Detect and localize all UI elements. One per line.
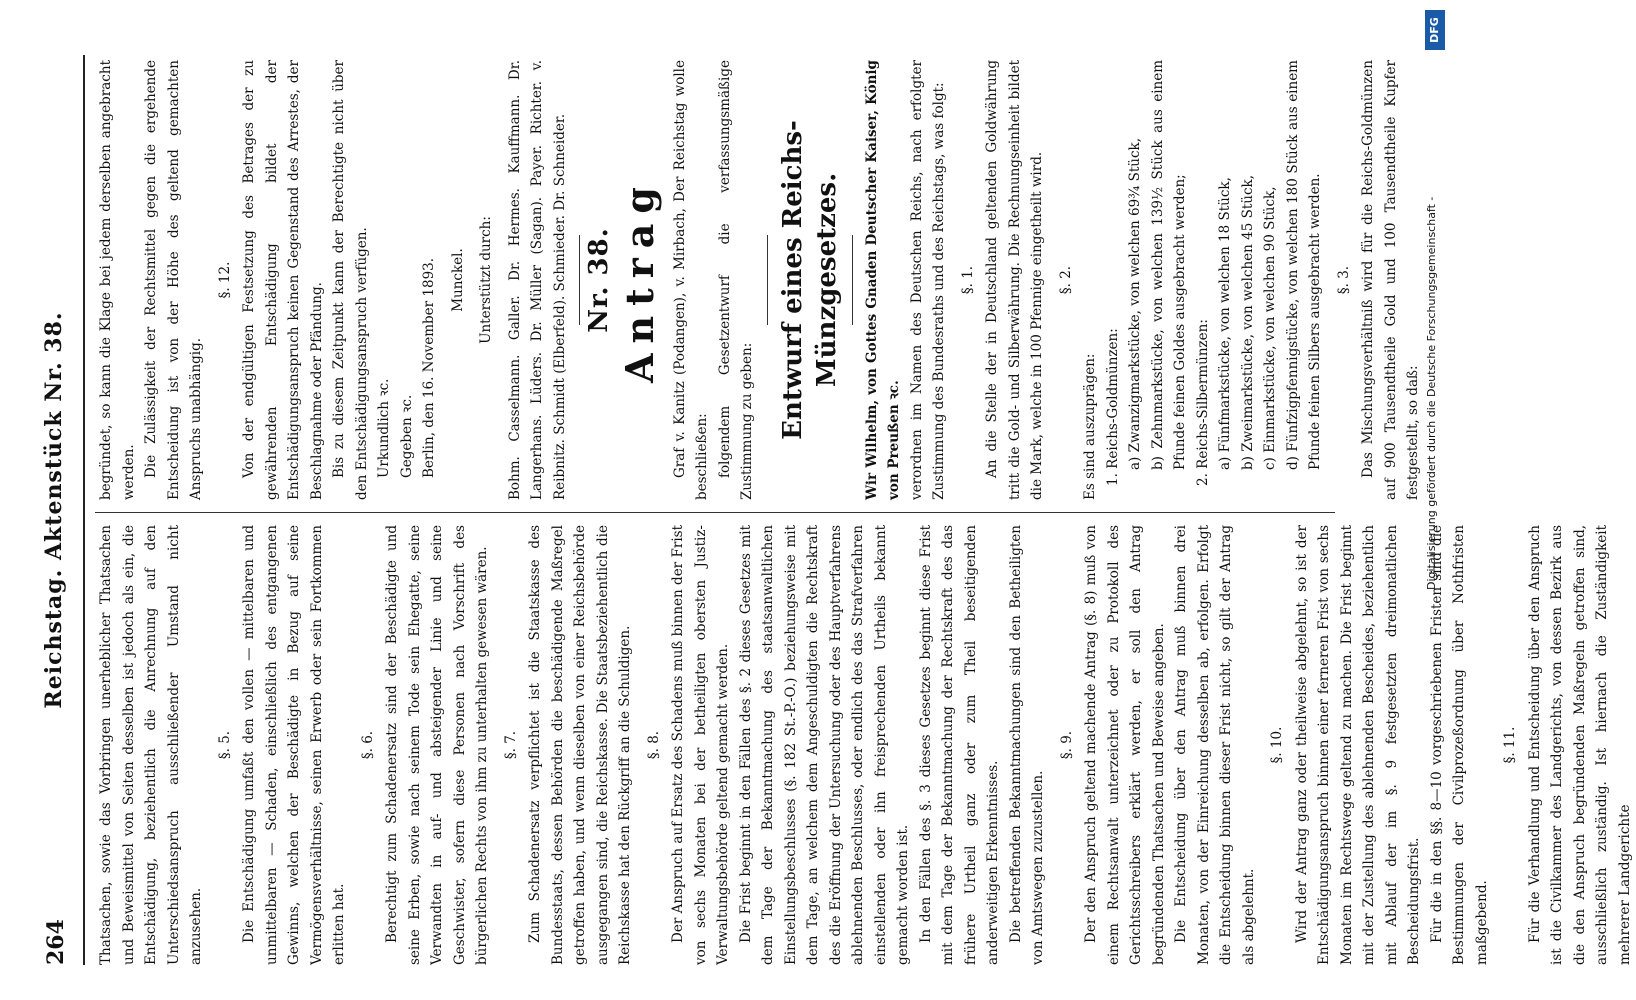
section-heading: §. 10.	[1269, 726, 1285, 764]
paragraph: Das Mischungsverhältniß wird für die Reichs-Goldmünzen auf 900 Tausendtheile Gold und 100 Tausendtheile Kupfer festgestellt, so daß:	[1360, 60, 1421, 500]
dfg-logo: DFG	[1425, 10, 1445, 50]
paragraph: Der Anspruch auf Ersatz des Schadens muß binnen der Frist von sechs Monaten bei der betheiligten obersten Justiz-Verwaltungsbehörde geltend gemacht werden.	[670, 525, 731, 965]
paragraph: Für die in den §§. 8—10 vorgeschriebenen Fristen sind die Bestimmungen der Civilprozeßordnung über Nothfristen maßgebend.	[1428, 525, 1490, 965]
section-heading: §. 8.	[645, 730, 662, 760]
section-heading: §. 11.	[1502, 726, 1518, 764]
paragraph: Die betreffenden Bekanntmachungen sind den Betheiligten von Amtswegen zuzustellen.	[1007, 525, 1046, 965]
header-rule	[83, 55, 85, 965]
list-item: 1. Reichs-Goldmünzen:	[1104, 328, 1121, 486]
divider	[767, 235, 768, 325]
running-title: Reichstag. Aktenstück Nr. 38.	[41, 311, 67, 709]
paragraph: Die Zulässigkeit der Rechtsmittel gegen die ergehende Entscheidung ist von der Höhe des geltend gemachten Anspruchs unabhängig.	[143, 60, 204, 500]
supporters-list: Bohm. Casselmann. Galler. Dr. Hermes. Kauffmann. Dr. Langerhans. Lüders. Dr. Müller (Sagan). Payer. Richter. v. Reibnitz. Schmidt (Elberfeld). Schmieder. Dr. Schneider.	[506, 60, 568, 500]
antrag-title: Antrag	[616, 177, 662, 383]
paragraph: Wird der Antrag ganz oder theilweise abgelehnt, so ist der Entschädigungsanspruch binnen einer ferneren Frist von sechs Monaten im Rechtswege geltend zu machen. Die Frist beginnt mit der Zustellung des ablehnenden Bescheides, beziehentlich mit Ablauf der im §. 9 festgesetzten dreimonatlichen Bescheidungsfrist.	[1293, 525, 1422, 965]
paragraph: verordnen im Namen des Deutschen Reichs, nach erfolgter Zustimmung des Bundesraths und des Reichstags, was folgt:	[908, 60, 947, 500]
section-heading: §. 6.	[359, 730, 376, 760]
paragraph: Die Entscheidung über den Antrag muß binnen drei Monaten, von der Einreichung desselben ab, erfolgen. Erfolgt die Entscheidung binnen dieser Frist nicht, so gilt der Antrag als abgelehnt.	[1173, 525, 1257, 965]
paragraph: Bis zu diesem Zeitpunkt kann der Berechtigte nicht über den Entschädigungsanspruch verfügen.	[331, 60, 370, 500]
page-number: 264	[43, 919, 69, 965]
list-item: a) Zwanzigmarkstücke, von welchen 69¾ Stück,	[1127, 138, 1143, 470]
list-item: c) Einmarkstücke, von welchen 90 Stück,	[1262, 186, 1278, 470]
paragraph: Der den Anspruch geltend machende Antrag (§. 8) muß von einem Rechtsanwalt unterzeichnet oder zu Protokoll des Gerichtsschreibers erklärt werden, er soll den Antrag begründenden Thatsachen und Beweise angeben.	[1083, 525, 1167, 965]
paragraph: Die Entschädigung umfaßt den vollen — mittelbaren und unmittelbaren — Schaden, einschließlich des entgangenen Gewinns, welchen der Beschädigte in Bezug auf seine Vermögensverhältnisse, seinen Erwerb oder sein Fortkommen erlitten hat.	[241, 525, 347, 965]
list-item: a) Fünfmarkstücke, von welchen 18 Stück,	[1217, 177, 1233, 470]
section-heading: §. 7.	[502, 730, 519, 760]
support-label: Unterstützt durch:	[478, 216, 494, 344]
funding-note	[1407, 10, 1441, 990]
paragraph: Berechtigt zum Schadenersatz sind der Beschädigte und seine Erben, sowie nach seinem Tode sein Ehegatte, seine Verwandten in auf- und absteigender Linie und seine Geschwister, sofern diese Personen nach Vorschrift des bürgerlichen Rechts von ihm zu unterhalten gewesen wären.	[384, 525, 490, 965]
paragraph: In den Fällen des §. 3 dieses Gesetzes beginnt diese Frist mit dem Tage der Bekanntmachung der Rechtskraft des das frühere Urtheil ganz oder zum Theil beseitigenden anderweitigen Erkenntnisses.	[917, 525, 1001, 965]
paragraph: Für die Verhandlung und Entscheidung über den Anspruch ist die Civilkammer des Landgerichts, von dessen Bezirk aus die den Anspruch begründenden Maßregeln getroffen sind, ausschließlich zuständig. Ist hiernach die Zuständigkeit mehrerer Landgerichte	[1526, 525, 1633, 965]
divider	[579, 235, 580, 325]
section-heading: §. 1.	[959, 265, 976, 295]
closing-line: Gegeben ꝛc.	[398, 394, 415, 478]
funding-text: Digitalisierung gefördert durch die Deutsche Forschungsgemeinschaft -	[1425, 196, 1438, 590]
section-heading: §. 12.	[216, 261, 233, 299]
list-item: b) Zehnmarkstücke, von welchen 139½ Stück aus einem Pfunde feinen Goldes ausgebracht werden;	[1149, 60, 1188, 470]
paragraph: Von der endgültigen Festsetzung des Betrages der zu gewährenden Entschädigung bildet der Entschädigungsanspruch keinen Gegenstand des Arrestes, der Beschlagnahme oder Pfändung.	[241, 60, 325, 500]
paragraph: Thatsachen, sowie das Vorbringen unerheblicher Thatsachen und Beweismittel von Seiten desselben ist jedoch als ein, die Entschädigung, beziehentlich die Anrechnung auf den Unterschiedsanspruch ausschließender Umstand nicht anzusehen.	[98, 525, 204, 965]
section-heading: §. 3.	[1335, 265, 1352, 295]
list-item: 2. Reichs-Silbermünzen:	[1194, 319, 1211, 486]
signer: Munckel.	[449, 248, 466, 312]
paragraph: folgendem Gesetzentwurf die verfassungsmäßige Zustimmung zu geben:	[716, 60, 755, 500]
paragraph: Die Frist beginnt in den Fällen des §. 2 dieses Gesetzes mit dem Tage der Bekanntmachung des staatsanwaltlichen Einstellungsbeschlusses (§. 182 St.-P.-O.) beziehungsweise mit dem Tage, an welchem dem Angeschuldigten die Rechtskraft des die Eröffnung der Untersuchung oder des Hauptverfahrens ablehnenden Beschlusses, oder endlich des das Strafverfahren einstellenden oder ihn freisprechenden Urtheils bekannt gemacht worden ist.	[737, 525, 911, 965]
section-heading: §. 9.	[1058, 730, 1075, 760]
section-heading: §. 5.	[216, 730, 233, 760]
left-column	[95, 525, 1636, 965]
paragraph: Zum Schadenersatz verpflichtet ist die Staatskasse des Bundesstaats, dessen Behörden die beschädigende Maßregel getroffen haben, und wenn dieselben von einer Reichsbehörde ausgegangen sind, die Reichskasse. Die Staatsbeziehentlich die Reichskasse hat den Rückgriff an die Schuldigen.	[527, 525, 633, 965]
document-number: Nr. 38.	[584, 227, 614, 333]
column-divider	[95, 512, 1335, 513]
right-column	[95, 60, 1425, 500]
divider	[852, 235, 853, 325]
paragraph: begründet, so kann die Klage bei jedem derselben angebracht werden.	[98, 60, 137, 500]
list-item: b) Zweimarkstücke, von welchen 45 Stück,	[1239, 175, 1256, 470]
paragraph: An die Stelle der in Deutschland geltenden Goldwährung tritt die Gold- und Silberwährung. Die Rechnungseinheit bildet die Mark, welche in 100 Pfennige eingetheilt wird.	[984, 60, 1045, 500]
draft-title: Entwurf eines Reichs-Münzgesetzes.	[777, 120, 842, 440]
preamble-heading: Wir Wilhelm, von Gottes Gnaden Deutscher Kaiser, König von Preußen ꝛc.	[863, 60, 902, 500]
page-header	[37, 55, 77, 965]
list-item: d) Fünfzigpfennigstücke, von welchen 180 Stück aus einem Pfunde feinen Silbers ausgebracht werden.	[1284, 60, 1323, 470]
paragraph: Es sind auszuprägen:	[1082, 353, 1098, 500]
paragraph: Graf v. Kanitz (Podangen), v. Mirbach, Der Reichstag wolle beschließen:	[671, 60, 710, 500]
closing-line: Urkundlich ꝛc.	[376, 378, 392, 478]
section-heading: §. 2.	[1057, 265, 1074, 295]
date-line: Berlin, den 16. November 1893.	[421, 257, 437, 478]
